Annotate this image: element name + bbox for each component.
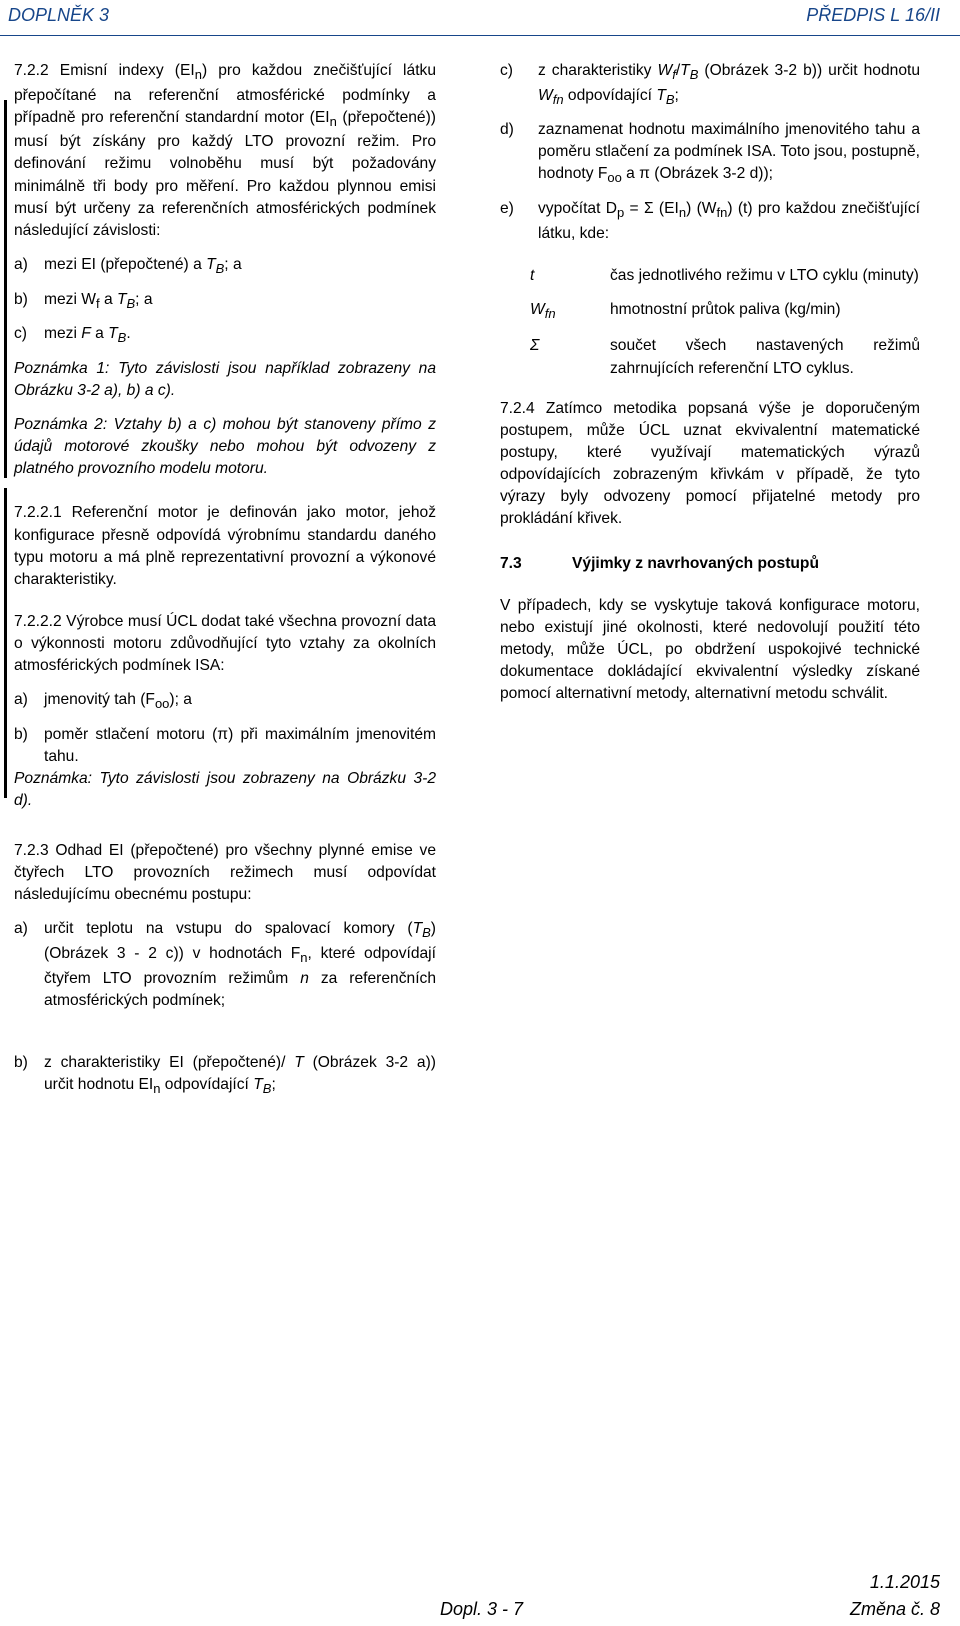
header-right: PŘEDPIS L 16/II (806, 5, 940, 25)
note-1: Poznámka 1: Tyto závislosti jsou například zobrazeny na Obrázku 3-2 a), b) a c). (14, 359, 436, 399)
paragraph-7-2-2-2: 7.2.2.2 Výrobce musí ÚCL dodat také všechna provozní data o výkonnosti motoru zdůvodňující tyto vztahy za okolních atmosférických podmínek ISA: (14, 612, 436, 675)
list-item: a) jmenovitý tah $(F_{oo})$; a (14, 691, 192, 712)
list-item-c: c) z charakteristiky $W_f/T_B$ (Obrázek 3-2 b)) určit hodnotu $W_{fn}$ odpovídající $T_B$; (500, 62, 920, 107)
change-bar (4, 488, 7, 798)
header-left: DOPLNĚK 3 (8, 5, 110, 25)
paragraph-7-2-3: 7.2.3 Odhad EI (přepočtené) pro všechny plynné emise ve čtyřech LTO provozních režimech musí odpovídat následujícímu obecnému postupu: (14, 842, 436, 904)
paragraph-7-2-2-1: 7.2.2.1 Referenční motor je definován jako motor, jehož konfigurace přesně odpovídá výrobnímu standardu daného typu motoru a má plně reprezentativní provozní a výkonové charakteristiky. (14, 504, 436, 588)
paragraph-7-2-2: 7.2.2 Emisní indexy $(EI_n)$ pro každou znečišťující látku přepočítané na referenční atmosférické podmínky a případně pro referenční standardní motor ($EI_n$ (přepočtené)) musí být získány pro každý LTO provozní režim. Pro definování režimu volnoběhu musí být požadovány minimálně tři body pro měření. Pro každou plynnou emisi musí být určeny za referenčních atmosférických podmínek následující závislosti: (14, 62, 437, 239)
list-item: b) z charakteristiky EI (přepočtené)/ T (Obrázek 3-2 a)) určit hodnotu $EI_n$ odpovídající $T_B$; (14, 1053, 436, 1097)
left-column (14, 60, 436, 812)
list-item-d: d) zaznamenat hodnotu maximálního jmenovitého tahu a poměru stlačení za podmínek ISA. Toto jsou, postupně, hodnoty $F_{oo}$ a π (Obrázek 3-2 d)); (500, 121, 920, 186)
section-heading-7-3: 7.3 Výjimky z navrhovaných postupů (500, 554, 819, 572)
definition-sigma: Σ součet všech nastavených režimů zahrnujících referenční LTO cyklus. (530, 337, 920, 377)
paragraph-7-2-4: 7.2.4 Zatímco metodika popsaná výše je doporučeným postupem, může ÚCL uznat ekvivalentní matematické postupy, které využívají matematických výrazů odpovídajících zobrazeným křivkám v případě, že tyto výrazy byly odvozeny pomocí přijatelné metody pro prokládání křivek. (500, 399, 920, 528)
page-number: Dopl. 3 - 7 (440, 1599, 524, 1619)
note-3: Poznámka: Tyto závislosti jsou zobrazeny na Obrázku 3-2 d). (14, 770, 436, 810)
list-item: a) určit teplotu na vstupu do spalovací komory $(T_B)$ (Obrázek 3 - 2 c)) v hodnotách $F_n$, které odpovídají čtyřem LTO provozním režimům n za referenčních atmosférických podmínek; (14, 920, 436, 1009)
list-item: b) poměr stlačení motoru (π) při maximálním jmenovitém tahu. (14, 725, 436, 766)
list-item: a) mezi EI (přepočtené) a $T_B$; a (14, 255, 242, 277)
list-item: b) mezi $W_f$ a $T_B$; a (14, 290, 153, 311)
definition-wfn: $W_{fn}$ hmotnostní průtok paliva (kg/min) (530, 300, 841, 321)
change-bar (4, 100, 7, 478)
right-column (500, 60, 920, 705)
list-item: c) mezi F a $T_B$. (14, 325, 131, 346)
note-2: Poznámka 2: Vztahy b) a c) mohou být stanoveny přímo z údajů motorové zkoušky nebo mohou být odvozeny z platného provozního modelu motoru. (14, 415, 436, 478)
bottom-section (14, 840, 436, 1099)
list-item-e: e) vypočítat $D_p = \Sigma$ $(EI_n)$ $(W_{fn})$ (t) pro každou znečišťující látku, kde: (500, 199, 920, 242)
header-rule (0, 35, 960, 36)
footer-date: 1.1.2015 (869, 1572, 940, 1592)
paragraph-7-3: V případech, kdy se vyskytuje taková konfigurace motoru, nebo existují jiné okolnosti, které nedovolují použití této metody, může ÚCL, po obdržení uspokojivé technické dokumentace dokládající ekvivalentní výsledky získané pomocí alternativní metody, alternativní metodu schválit. (500, 596, 920, 703)
footer-change: Změna č. 8 (849, 1599, 940, 1619)
definition-t: t čas jednotlivého režimu v LTO cyklu (minuty) (530, 266, 919, 284)
